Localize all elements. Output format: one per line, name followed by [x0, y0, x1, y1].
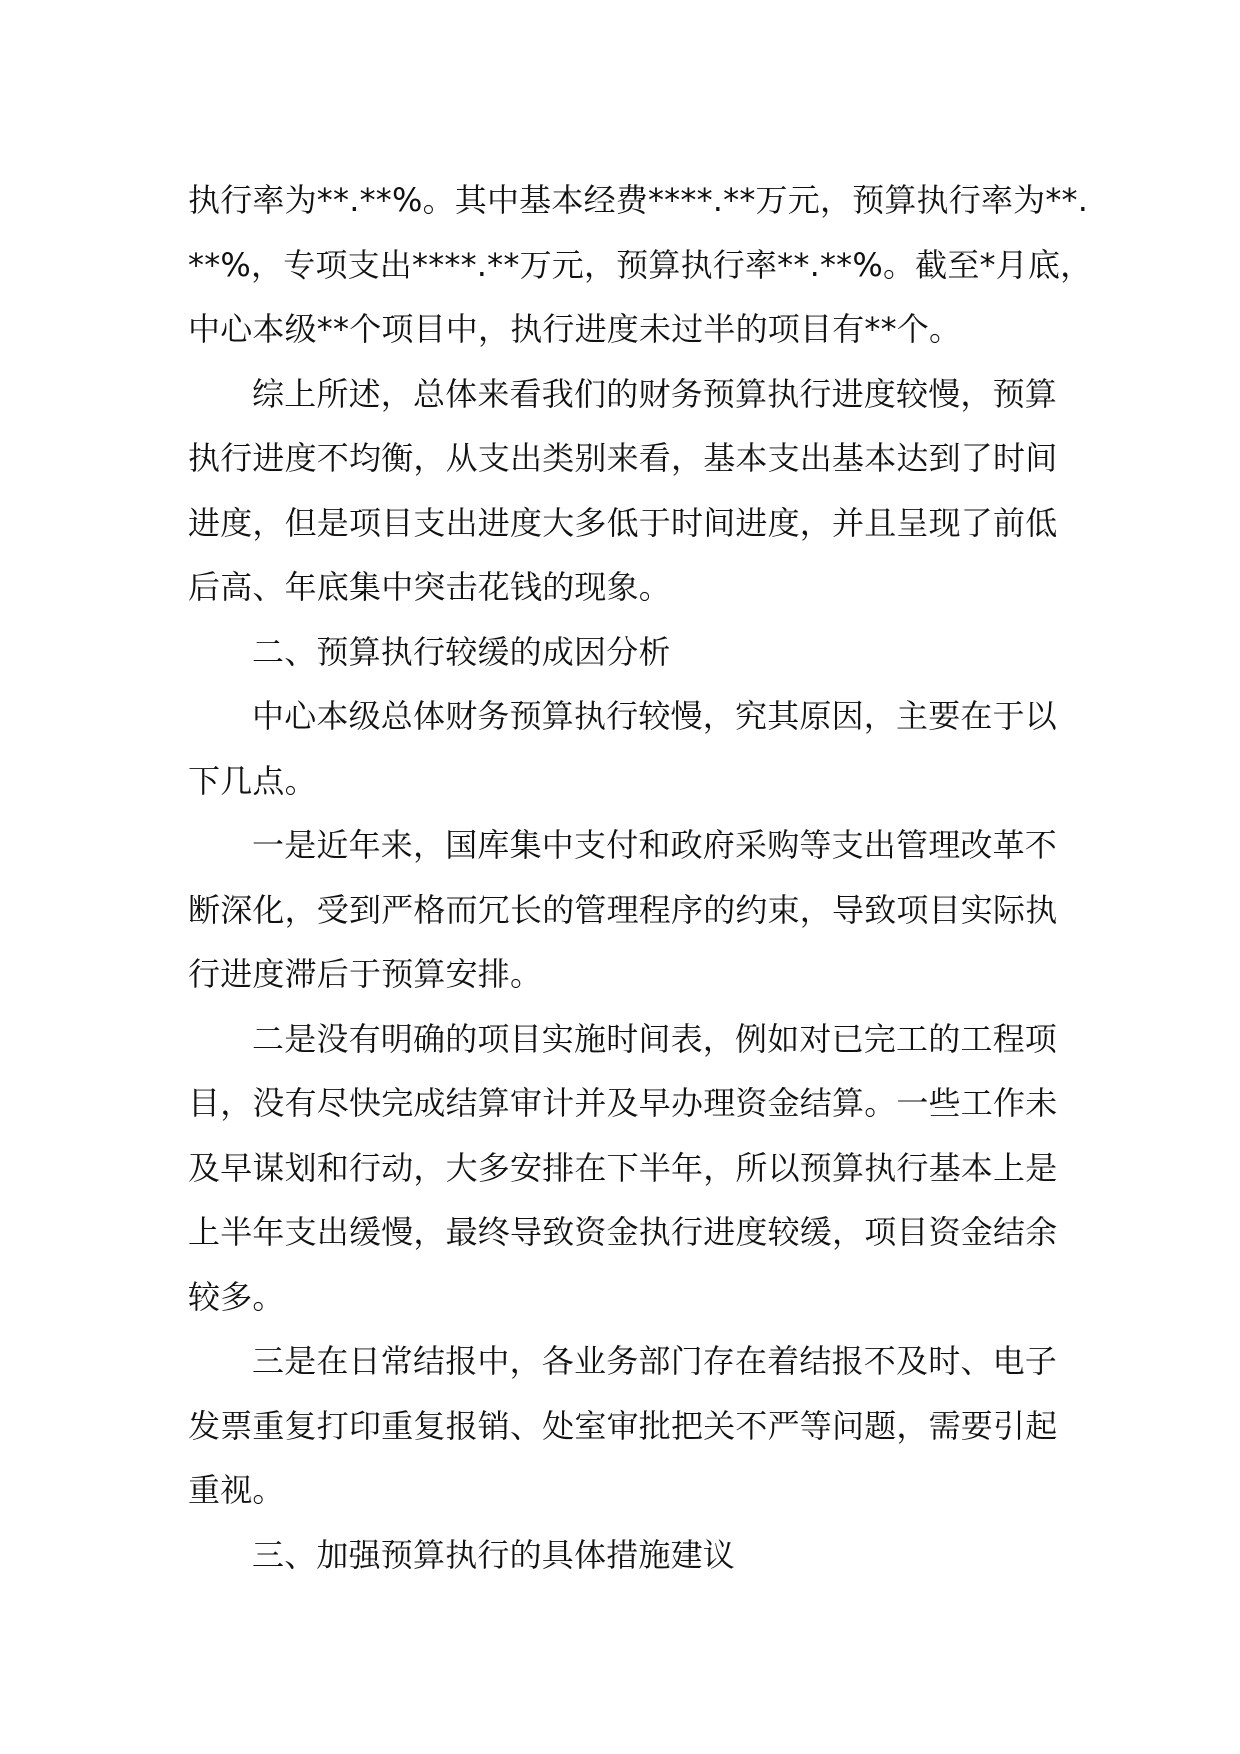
paragraph-line: 上半年支出缓慢，最终导致资金执行进度较缓，项目资金结余 — [188, 1213, 1058, 1251]
document-body — [188, 168, 1093, 1587]
paragraph-line: 执行率为**.**%。其中基本经费****.**万元，预算执行率为**. — [188, 181, 1089, 219]
paragraph-line: **%，专项支出****.**万元，预算执行率**.**%。截至*月底， — [188, 245, 1093, 284]
paragraph-line: 一是近年来，国库集中支付和政府采购等支出管理改革不 — [252, 826, 1058, 864]
paragraph-line: 二是没有明确的项目实施时间表，例如对已完工的工程项 — [252, 1019, 1058, 1058]
paragraph-line: 下几点。 — [188, 761, 317, 800]
paragraph-line: 行进度滞后于预算安排。 — [188, 955, 543, 993]
paragraph-line: 发票重复打印重复报销、处室审批把关不严等问题，需要引起 — [188, 1406, 1058, 1445]
paragraph-line: 中心本级**个项目中，执行进度未过半的项目有**个。 — [188, 310, 962, 348]
paragraph-line: 执行进度不均衡，从支出类别来看，基本支出基本达到了时间 — [188, 439, 1058, 477]
section-heading: 三、加强预算执行的具体措施建议 — [252, 1535, 736, 1574]
paragraph-line: 中心本级总体财务预算执行较慢，究其原因，主要在于以 — [252, 697, 1058, 735]
paragraph-line: 断深化，受到严格而冗长的管理程序的约束，导致项目实际执 — [188, 890, 1058, 929]
paragraph-line: 综上所述，总体来看我们的财务预算执行进度较慢，预算 — [252, 374, 1058, 413]
paragraph-line: 重视。 — [188, 1471, 285, 1509]
paragraph-line: 后高、年底集中突击花钱的现象。 — [188, 568, 672, 606]
paragraph-line: 三是在日常结报中，各业务部门存在着结报不及时、电子 — [252, 1342, 1058, 1380]
paragraph-line: 目，没有尽快完成结算审计并及早办理资金结算。一些工作未 — [188, 1084, 1058, 1122]
section-heading: 二、预算执行较缓的成因分析 — [252, 632, 671, 671]
paragraph-line: 较多。 — [188, 1277, 285, 1316]
paragraph-line: 进度，但是项目支出进度大多低于时间进度，并且呈现了前低 — [188, 503, 1058, 542]
paragraph-line: 及早谋划和行动，大多安排在下半年，所以预算执行基本上是 — [188, 1148, 1058, 1187]
